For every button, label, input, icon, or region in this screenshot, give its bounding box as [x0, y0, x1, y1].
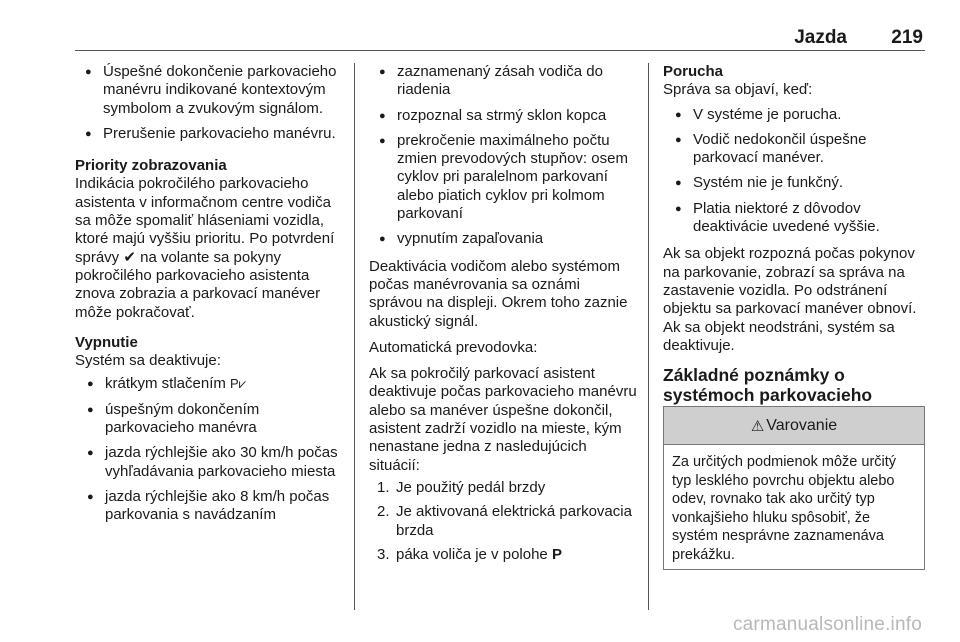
list-item	[369, 479, 637, 497]
list-item: ● Platia niektoré z dôvodov deaktivácie uvedené vyššie.	[663, 200, 933, 237]
page-number: 219	[891, 27, 923, 48]
section-title: Jazda	[794, 27, 847, 48]
fault-intro: Správa sa objaví, keď:	[663, 81, 813, 99]
list-item: ● jazda rýchlejšie ako 30 km/h počas vyhľadávania parkovacieho miesta	[75, 444, 345, 481]
list-item: ● jazda rýchlejšie ako 8 km/h počas parkovania s navádzaním	[75, 488, 345, 525]
fault-bullet-list	[663, 106, 933, 237]
list-item: ● Úspešné dokončenie parkovacieho manévru indikované kontextovým symbolom a zvukovým signálom.	[75, 63, 345, 118]
list-item: ● Vodič nedokončil úspešne parkovací manéver.	[663, 131, 933, 168]
page-header	[75, 26, 925, 51]
off-intro: Systém sa deaktivuje:	[75, 352, 221, 370]
fault-paragraph: Ak sa objekt rozpozná počas pokynov na parkovanie, zobrazí sa správa na zastavenie vozidla. Po odstránení objektu sa parkovací manéver obnoví. Ak sa objekt neodstráni, systém sa deaktivuje.	[663, 245, 917, 354]
list-text: Je aktivovaná elektrická parkovacia brzda	[396, 503, 632, 539]
priority-text-b: na volante sa pokyny pokročilého parkovacieho asistenta znova zobrazia a parkovací manéver môže pokračovať.	[75, 248, 321, 321]
list-item: ● V systéme je porucha.	[663, 106, 933, 124]
column-divider-1	[354, 63, 355, 610]
top-bullet-list	[75, 63, 345, 143]
list-item: ● rozpoznal sa strmý sklon kopca	[369, 107, 637, 125]
list-item: ● Prerušenie parkovacieho manévru.	[75, 125, 345, 143]
deactivation-bullet-list	[369, 63, 637, 249]
list-item: ● prekročenie maximálneho počtu zmien prevodových stupňov: osem cyklov pri paralelnom parkovaní alebo piatich cyklov pri kolmom parkovaní	[369, 132, 637, 223]
warning-header	[664, 407, 924, 445]
transmission-label: Automatická prevodovka:	[369, 338, 538, 356]
list-item: ● zaznamenaný zásah vodiča do riadenia	[369, 63, 637, 100]
warning-box	[663, 406, 925, 570]
column-2	[369, 63, 637, 570]
priority-text-a: Indikácia pokročilého parkovacieho asistenta v informačnom centre vodiča sa môže spomaliť hláseniami vozidla, ktoré majú vyššiu prioritu. Po potvrdení správy	[75, 175, 335, 266]
list-item: ● úspešným dokončením parkovacieho manévra	[75, 401, 345, 438]
off-bullet-list	[75, 375, 345, 524]
column-3	[663, 63, 933, 439]
list-number: 3.	[377, 545, 390, 563]
warning-text: Za určitých podmienok môže určitý typ lesklého povrchu objektu alebo odev, rovnako tak ako určitý typ vonkajšieho hluku spôsobiť, že systém nesprávne zaznamenáva prekážku.	[672, 454, 897, 563]
gear-position: P	[551, 545, 562, 563]
priority-heading: Priority zobrazovania	[75, 157, 227, 175]
warning-icon: ⚠	[750, 417, 765, 435]
park-assist-button-icon: P⩗	[230, 376, 247, 392]
watermark: carmanualsonline.info	[732, 614, 922, 635]
fault-heading: Porucha	[663, 63, 724, 80]
hold-paragraph: Ak sa pokročilý parkovací asistent deaktivuje počas parkovacieho manévru alebo sa manéver úspešne dokončil, asistent zadrží vozidlo na mieste, kým nenastane jedna z nasledujúcich situácií:	[369, 365, 637, 474]
warning-title: Varovanie	[766, 416, 838, 434]
checkmark-icon: ✔	[123, 248, 136, 266]
list-item: ● Systém nie je funkčný.	[663, 174, 933, 192]
deactivation-paragraph: Deaktivácia vodičom alebo systémom počas manévrovania sa oznámi správou na displeji. Okrem toho zaznie akustický signál.	[369, 257, 628, 330]
column-divider-2	[648, 63, 649, 610]
priority-paragraph	[75, 175, 345, 321]
basics-heading: Základné poznámky o systémoch parkovacieho	[663, 365, 873, 406]
list-item	[369, 546, 637, 564]
list-number: 2.	[377, 503, 390, 521]
column-1	[75, 63, 345, 534]
off-heading: Vypnutie	[75, 333, 138, 351]
list-item	[369, 503, 637, 540]
numbered-list	[369, 479, 637, 564]
off-press-text: krátkym stlačením	[105, 375, 226, 393]
list-item: ● vypnutím zapaľovania	[369, 230, 637, 248]
list-number: 1.	[377, 478, 390, 496]
list-item	[75, 375, 345, 393]
list-text: páka voliča je v polohe	[396, 545, 552, 563]
list-text: Je použitý pedál brzdy	[396, 478, 546, 496]
